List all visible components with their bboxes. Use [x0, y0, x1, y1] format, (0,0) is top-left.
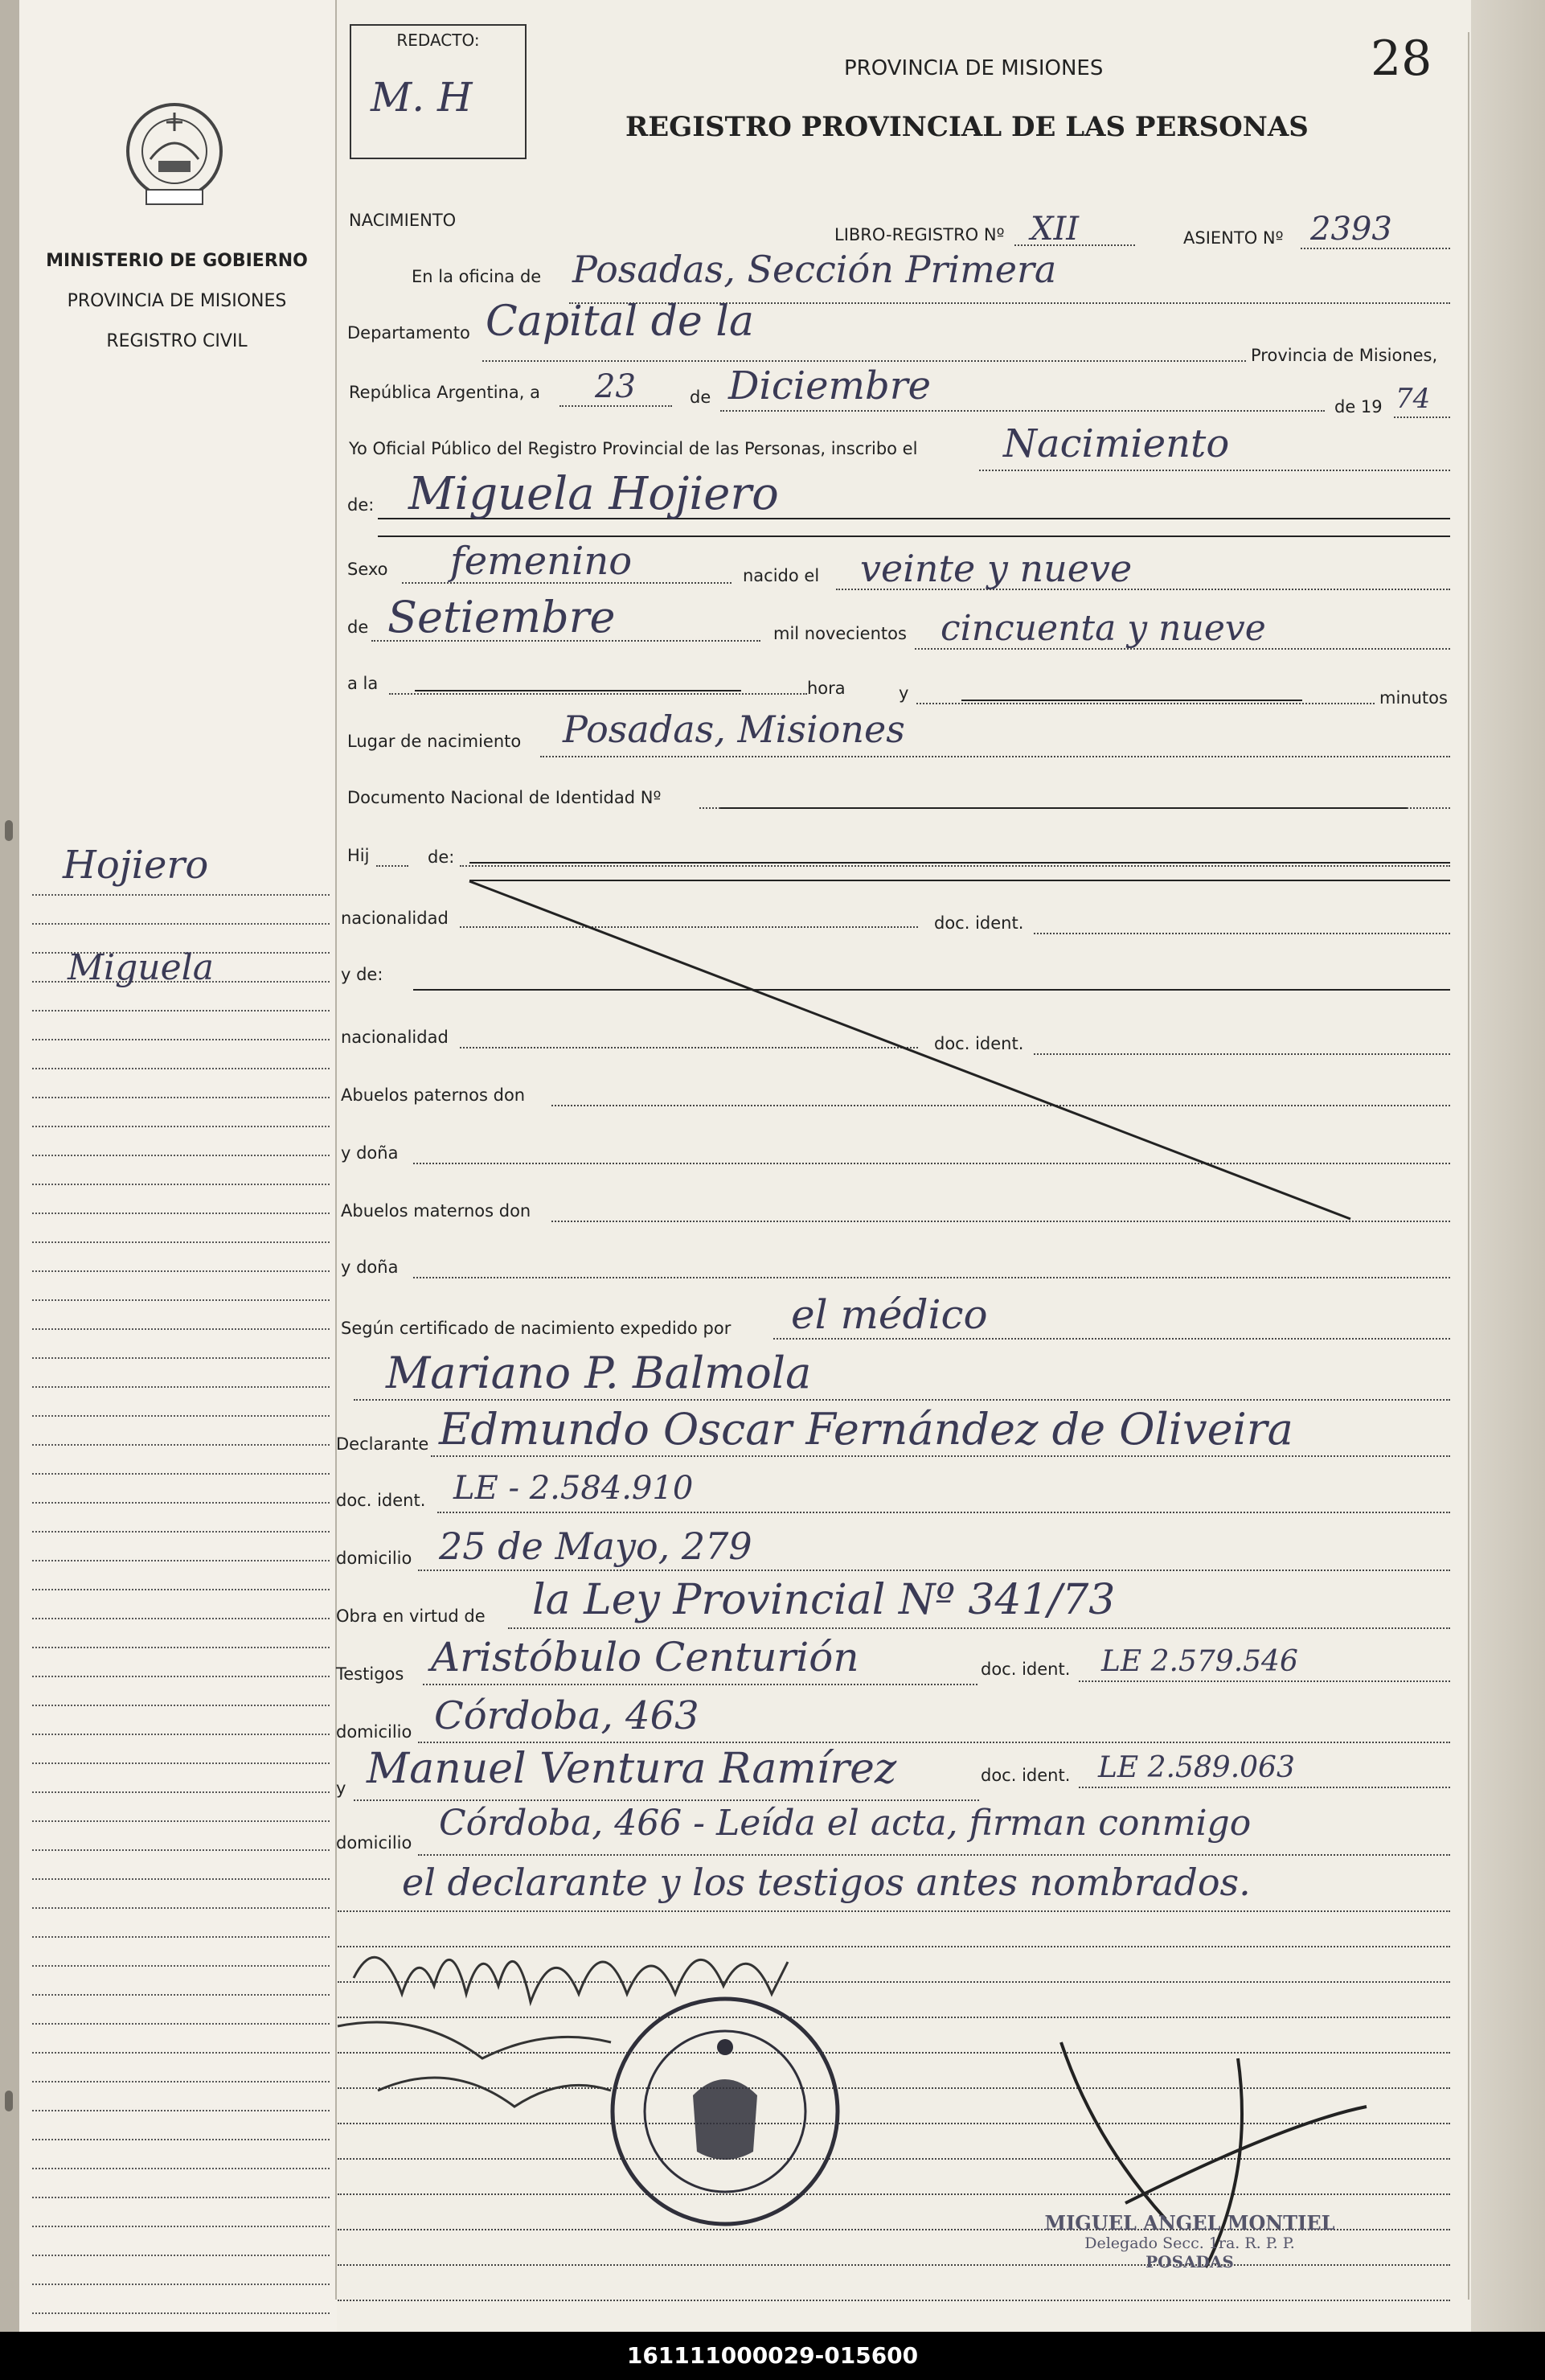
ala-label: a la [347, 674, 379, 693]
sexo-value: femenino [450, 539, 633, 584]
declarante-value: Edmundo Oscar Fernández de Oliveira [439, 1404, 1293, 1455]
asiento-label: ASIENTO Nº [1183, 228, 1284, 248]
register-title: REGISTRO PROVINCIAL DE LAS PERSONAS [625, 111, 1309, 143]
testigo2-doc-value: LE 2.589.063 [1098, 1751, 1295, 1784]
anio-value: 74 [1395, 383, 1431, 415]
hora-label: hora [807, 679, 846, 698]
margin-surname: Hojiero [63, 843, 209, 888]
mes-nac-value: Setiembre [387, 592, 616, 642]
closing-value: el declarante y los testigos antes nombrados. [402, 1861, 1251, 1904]
republica-label: República Argentina, a [349, 383, 540, 402]
nacionalidad-2-label: nacionalidad [341, 1028, 449, 1047]
doc-ident-decl-value: LE - 2.584.910 [453, 1470, 694, 1507]
doc-ident-2-label: doc. ident. [934, 1034, 1024, 1053]
doc-ident-1-label: doc. ident. [934, 913, 1024, 933]
testigo2-dom-label: domicilio [336, 1833, 412, 1853]
anio-nac-value: cincuenta y nueve [941, 608, 1266, 649]
margin-given-name: Miguela [68, 947, 214, 988]
y-dona-1-label: y doña [341, 1143, 399, 1163]
obra-label: Obra en virtud de [336, 1606, 486, 1626]
header-province: PROVINCIA DE MISIONES [844, 56, 1104, 80]
nacido-label: nacido el [743, 566, 820, 585]
official-title: Delegado Secc. 1ra. R. P. P. [1084, 2234, 1295, 2252]
testigo2-value: Manuel Ventura Ramírez [367, 1745, 897, 1793]
testigo1-doc-value: LE 2.579.546 [1101, 1645, 1298, 1678]
official-city: POSADAS [1145, 2252, 1234, 2271]
hij-de-label: de: [428, 847, 455, 867]
official-round-stamp-icon [604, 1991, 846, 2232]
doc-ident-decl-label: doc. ident. [336, 1491, 426, 1510]
de-mes-label: de [347, 618, 369, 637]
de-nombre-label: de: [347, 495, 375, 515]
y-dona-2-label: y doña [341, 1258, 399, 1277]
domicilio-value: 25 de Mayo, 279 [439, 1524, 752, 1568]
oficial-value: Nacimiento [1003, 421, 1230, 466]
oficial-label: Yo Oficial Público del Registro Provincial de las Personas, inscribo el [349, 439, 918, 458]
image-id-footer: 161111000029-015600 [0, 2332, 1545, 2380]
declarante-label: Declarante [336, 1434, 429, 1454]
nacionalidad-1-label: nacionalidad [341, 909, 449, 928]
lugar-label: Lugar de nacimiento [347, 732, 522, 751]
y-testigo-label: y [336, 1779, 346, 1798]
page-number: 28 [1371, 31, 1432, 87]
sexo-label: Sexo [347, 560, 388, 579]
medico-value: Mariano P. Balmola [386, 1348, 812, 1398]
nacido-value: veinte y nueve [860, 547, 1133, 590]
testigo2-dom-value: Córdoba, 466 - Leída el acta, firman conmigo [439, 1803, 1252, 1844]
dia-value: 23 [595, 368, 636, 405]
departamento-label: Departamento [347, 323, 470, 343]
minutos-label: minutos [1379, 688, 1448, 708]
nombre-value: Miguela Hojiero [408, 468, 779, 520]
abuelos-maternos-label: Abuelos maternos don [341, 1201, 531, 1221]
abuelos-paternos-label: Abuelos paternos don [341, 1085, 526, 1105]
asiento-value: 2393 [1310, 211, 1392, 248]
testigos-label: Testigos [336, 1664, 404, 1684]
official-name: MIGUEL ANGEL MONTIEL [1044, 2211, 1335, 2234]
y-de-label: y de: [341, 965, 383, 984]
nacimiento-label: NACIMIENTO [349, 211, 457, 230]
obra-value: la Ley Provincial Nº 341/73 [532, 1576, 1116, 1624]
anio-label: de 19 [1334, 397, 1383, 416]
mil-label: mil novecientos [773, 624, 907, 643]
segun-label: Según certificado de nacimiento expedido por [341, 1319, 732, 1338]
lugar-value: Posadas, Misiones [563, 708, 905, 751]
ministry-name: MINISTERIO DE GOBIERNO [46, 251, 308, 271]
testigo1-value: Aristóbulo Centurión [431, 1634, 859, 1680]
libro-label: LIBRO-REGISTRO Nº [834, 225, 1005, 244]
y-hora-label: y [899, 683, 909, 703]
dni-label: Documento Nacional de Identidad Nº [347, 788, 662, 807]
departamento-value: Capital de la [486, 298, 754, 346]
redacto-label: REDACTO: [396, 31, 480, 50]
provincia-suffix: Provincia de Misiones, [1251, 346, 1438, 365]
domicilio-label: domicilio [336, 1549, 412, 1568]
province-name: PROVINCIA DE MISIONES [67, 291, 287, 311]
testigo1-doc-label: doc. ident. [981, 1660, 1071, 1679]
hij-label: Hij [347, 846, 370, 865]
fecha-de-label: de [690, 388, 711, 407]
oficina-label: En la oficina de [412, 267, 542, 286]
libro-value: XII [1031, 211, 1080, 248]
official-name-stamp [1021, 2211, 1359, 2271]
testigo2-doc-label: doc. ident. [981, 1766, 1071, 1785]
testigo1-dom-value: Córdoba, 463 [434, 1693, 699, 1738]
mes-value: Diciembre [728, 363, 932, 408]
redacto-value: M. H [371, 74, 473, 121]
oficina-value: Posadas, Sección Primera [572, 248, 1057, 291]
testigo1-dom-label: domicilio [336, 1722, 412, 1742]
segun-value: el médico [791, 1291, 988, 1338]
registry-name: REGISTRO CIVIL [106, 331, 248, 351]
